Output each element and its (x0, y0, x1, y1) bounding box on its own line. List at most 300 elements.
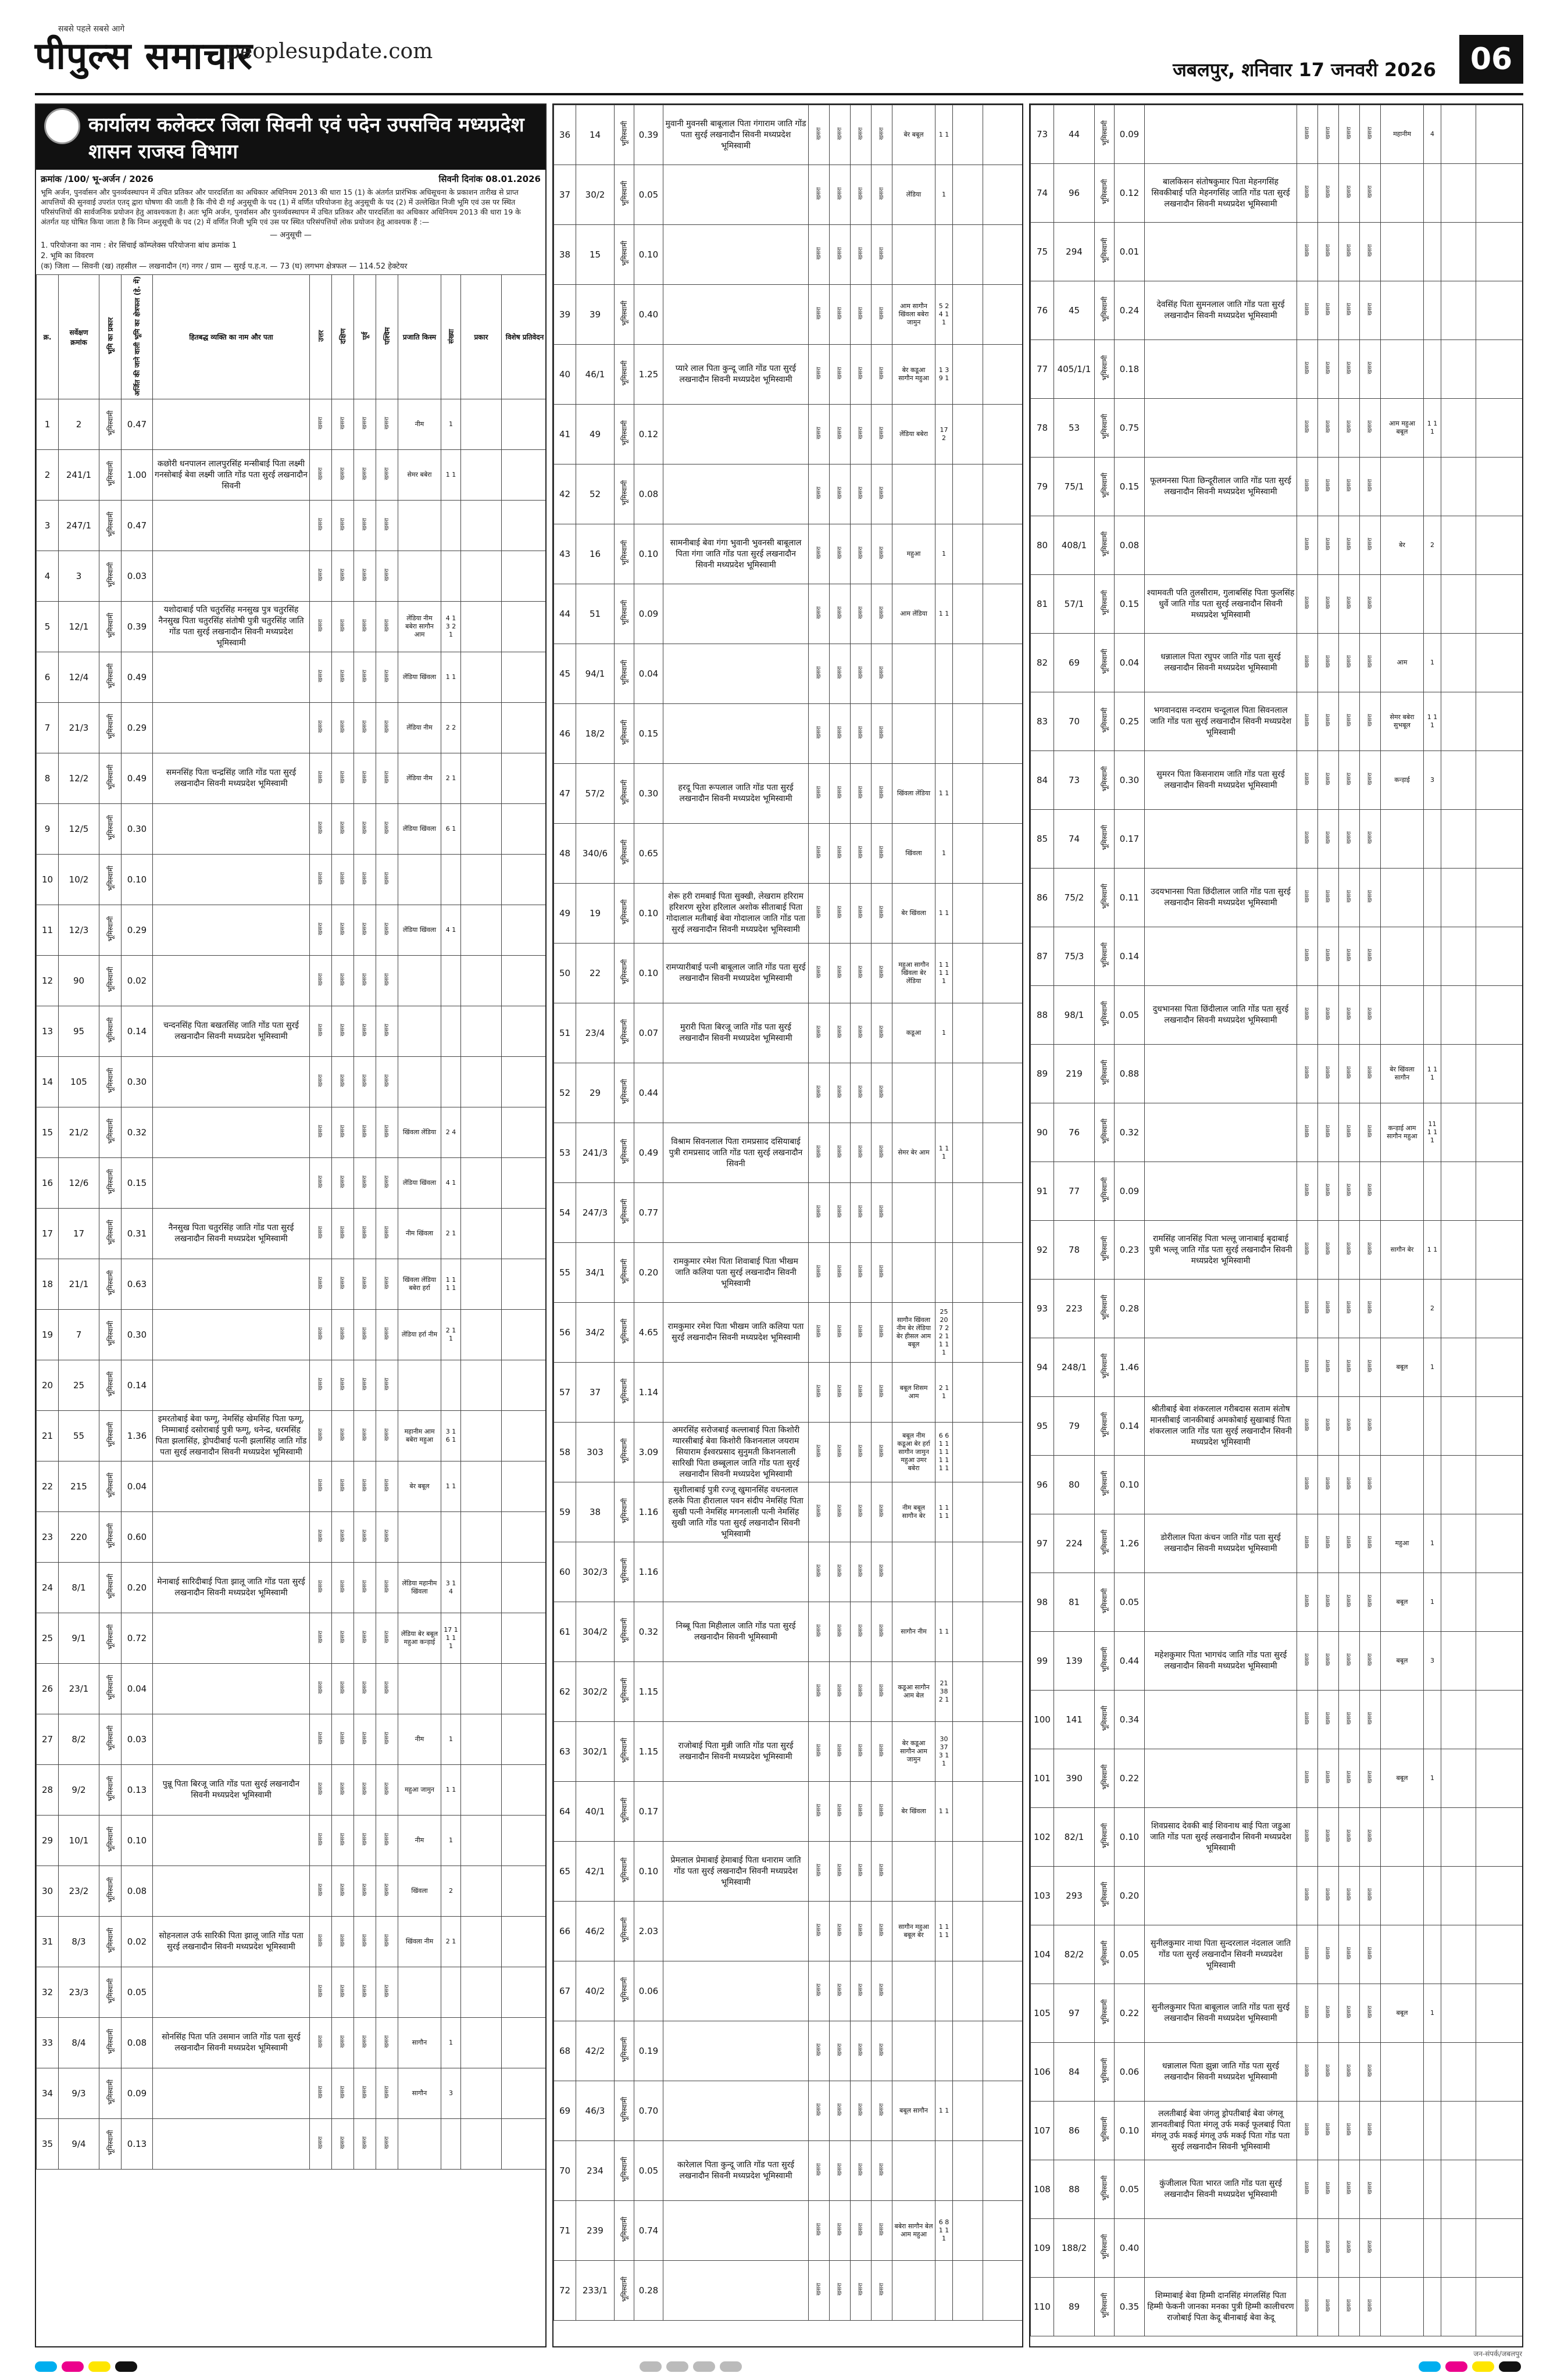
row-owner: अमरसिंह सरोजबाई कल्लाबाई पिता किशोरी ग्यारसीबाई बेवा किशोरी किशनलाल जयराम सियाराम ईश्वरप्रसाद सुनुमती किशनलाली सारिखी पिता छब्बूलाल जाति गोंड पता सुरई लखनादौन सिवनी मध्यप्रदेश भूमिस्वामी (663, 1423, 809, 1482)
row-bound-west (1360, 1397, 1381, 1456)
row-area: 0.13 (122, 2119, 153, 2170)
row-khasra: 55 (59, 1411, 99, 1461)
row-tree-type: खिंवला (398, 1866, 441, 1917)
row-tree-type: बबूल शिसम आम (892, 1363, 935, 1423)
row-owner: सोनसिंह पिता पति उसमान जाति गोंड पता सुरई लखनादौन सिवनी मध्यप्रदेश भूमिस्वामी (153, 2018, 310, 2068)
row-sno: 42 (554, 464, 576, 524)
row-bound-text: खसरा (815, 2283, 822, 2296)
row-bound-text: खसरा (317, 821, 324, 835)
row-sno: 85 (1031, 810, 1054, 869)
row-bound-north (310, 399, 332, 450)
row-sno: 30 (37, 1866, 59, 1917)
row-sno: 57 (554, 1363, 576, 1423)
row-khasra: 88 (1054, 2160, 1095, 2219)
row-tree-type (1381, 458, 1424, 516)
row-owner: मुरारी पिता बिरजू जाति गोंड पता सुरई लखनादौन सिवनी मध्यप्रदेश भूमिस्वामी (663, 1003, 809, 1063)
schedule-item-1: 1. परियोजना का नाम : शेर सिंचाई कॉम्प्लेक्स परियोजना बांध क्रमांक 1 (41, 241, 237, 250)
row-bound-east (1339, 1514, 1360, 1573)
row-bound-south (830, 1423, 851, 1482)
row-owner (1145, 1456, 1297, 1514)
row-bound-north (1297, 2278, 1318, 2336)
row-area: 0.49 (122, 753, 153, 804)
row-bound-text: खसरा (836, 1025, 843, 1038)
row-khasra: 23/3 (59, 1967, 99, 2018)
row-area: 0.10 (122, 855, 153, 905)
row-bound-text: खसरा (1366, 1888, 1373, 1901)
table-row (1031, 1749, 1523, 1808)
row-bound-east (851, 2141, 872, 2201)
row-bound-text: खसरा (383, 1631, 390, 1644)
row-bound-south (830, 2261, 851, 2321)
row-sno: 96 (1031, 1456, 1054, 1514)
row-tree-count (1424, 1456, 1441, 1514)
row-tree-count: 4 (1424, 105, 1441, 164)
row-bound-text: खसरा (339, 417, 346, 430)
row-structure-type (1441, 340, 1476, 399)
row-bound-text: खसरा (1324, 2006, 1331, 2018)
row-bound-east (851, 764, 872, 824)
row-land-type (1095, 1867, 1115, 1925)
table-row (37, 1209, 547, 1259)
row-bound-west (872, 2141, 892, 2201)
row-land-type (1095, 399, 1115, 458)
row-bound-east (354, 1816, 376, 1866)
table-row (1031, 634, 1523, 692)
row-bound-east (354, 450, 376, 501)
row-tree-type: सागौन (398, 2018, 441, 2068)
row-sno: 24 (37, 1563, 59, 1613)
row-land-type-text: भूमिस्वामी (1101, 238, 1109, 263)
row-khasra: 69 (1054, 634, 1095, 692)
row-sno: 2 (37, 450, 59, 501)
row-structure-detail (983, 644, 1024, 704)
row-owner: बालकिसन संतोषकुमार पिता मेहनगसिंह सिवकीबाई पति मेहनगसिंह जाति गोंड पता सुरई लखनादौन सिवनी मध्यप्रदेश भूमिस्वामी (1145, 164, 1297, 223)
row-bound-south (830, 644, 851, 704)
table-row (554, 1961, 1024, 2021)
row-bound-west (376, 1866, 398, 1917)
row-bound-west (1360, 692, 1381, 751)
row-bound-south (1318, 2278, 1339, 2336)
row-bound-west (872, 464, 892, 524)
row-land-type (615, 644, 634, 704)
row-sno: 26 (37, 1664, 59, 1714)
row-structure-type (1441, 223, 1476, 281)
row-bound-text: खसरा (857, 1205, 864, 1218)
row-tree-count (1424, 575, 1441, 634)
row-structure-detail (983, 1662, 1024, 1722)
row-bound-south (332, 1917, 354, 1967)
row-structure-type (1441, 399, 1476, 458)
row-sno: 8 (37, 753, 59, 804)
row-structure-type (1441, 1573, 1476, 1632)
row-owner (663, 584, 809, 644)
row-bound-west (872, 824, 892, 884)
row-bound-west (1360, 399, 1381, 458)
row-bound-north (1297, 399, 1318, 458)
row-bound-text: खसरा (383, 872, 390, 885)
row-sno: 65 (554, 1842, 576, 1902)
row-bound-text: खसरा (857, 307, 864, 320)
row-khasra: 3 (59, 551, 99, 602)
row-bound-south (830, 1123, 851, 1183)
row-bound-text: खसरा (383, 1226, 390, 1239)
row-bound-text: खसरा (1324, 1947, 1331, 1960)
row-owner (1145, 1045, 1297, 1103)
row-bound-text: खसरा (878, 846, 885, 859)
row-tree-count (1424, 986, 1441, 1045)
row-sno: 28 (37, 1765, 59, 1816)
row-bound-text: खसरा (815, 1684, 822, 1697)
row-bound-west (872, 1842, 892, 1902)
row-bound-west (1360, 1514, 1381, 1573)
row-structure-type (953, 285, 983, 345)
th-west: पश्चिम (376, 275, 398, 399)
row-tree-type: लेंडिया नीम (398, 703, 441, 753)
row-bound-text: खसरा (317, 1125, 324, 1138)
row-bound-text: खसरा (836, 1624, 843, 1637)
row-structure-detail (983, 944, 1024, 1003)
row-tree-type: कडूआ सागौन आम बेल (892, 1662, 935, 1722)
row-bound-text: खसरा (1345, 655, 1352, 668)
row-land-type (1095, 575, 1115, 634)
row-sno: 56 (554, 1303, 576, 1363)
row-tree-type (398, 501, 441, 551)
row-owner (153, 1866, 310, 1917)
row-bound-north (310, 1917, 332, 1967)
row-area: 0.18 (1115, 340, 1145, 399)
row-sno: 97 (1031, 1514, 1054, 1573)
row-bound-text: खसरा (878, 1025, 885, 1038)
row-bound-text: खसरा (878, 2043, 885, 2056)
row-tree-count (1424, 458, 1441, 516)
table-row (1031, 1691, 1523, 1749)
row-bound-east (851, 165, 872, 225)
row-tree-count (441, 551, 461, 602)
row-bound-south (332, 753, 354, 804)
row-tree-count: 2 1 (441, 753, 461, 804)
row-bound-east (1339, 1397, 1360, 1456)
row-tree-count (935, 225, 953, 285)
row-bound-text: खसरा (836, 127, 843, 140)
row-area: 0.15 (122, 1158, 153, 1209)
row-tree-count: 2 1 (441, 1209, 461, 1259)
row-structure-detail (502, 1057, 547, 1107)
row-bound-south (332, 551, 354, 602)
row-tree-type: महुआ जामुन (398, 1765, 441, 1816)
row-area: 0.35 (1115, 2278, 1145, 2336)
row-land-type-text: भूमिस्वामी (620, 1378, 628, 1404)
row-bound-south (332, 501, 354, 551)
row-bound-east (354, 1310, 376, 1360)
row-structure-detail (1476, 1162, 1523, 1221)
row-bound-text: खसरा (857, 2043, 864, 2056)
row-bound-west (872, 345, 892, 405)
gray-dot (720, 2361, 742, 2372)
row-sno: 23 (37, 1512, 59, 1563)
row-owner (153, 1613, 310, 1664)
row-bound-north (1297, 1397, 1318, 1456)
row-bound-north (809, 1961, 830, 2021)
row-structure-detail (983, 405, 1024, 464)
table-row (37, 1967, 547, 2018)
row-structure-type (461, 1765, 502, 1816)
row-bound-text: खसरा (361, 1934, 368, 1947)
row-land-type (615, 1722, 634, 1782)
row-structure-type (1441, 810, 1476, 869)
row-bound-south (332, 1714, 354, 1765)
row-bound-text: खसरा (1366, 538, 1373, 551)
th-east: पूर्व (354, 275, 376, 399)
row-bound-west (872, 225, 892, 285)
row-bound-south (332, 1158, 354, 1209)
row-structure-type (461, 1866, 502, 1917)
row-structure-type (953, 1363, 983, 1423)
row-bound-text: खसरा (383, 569, 390, 582)
row-tree-type: सागौन नीम (892, 1602, 935, 1662)
row-tree-type (892, 1961, 935, 2021)
row-bound-text: खसरा (1345, 1418, 1352, 1431)
row-bound-south (1318, 1514, 1339, 1573)
row-structure-detail (502, 1461, 547, 1512)
row-bound-east (851, 1303, 872, 1363)
row-bound-text: खसरा (339, 1934, 346, 1947)
row-bound-west (1360, 2160, 1381, 2219)
row-tree-count: 17 1 1 1 1 (441, 1613, 461, 1664)
row-bound-south (332, 1411, 354, 1461)
row-bound-text: खसरा (1324, 1595, 1331, 1607)
row-bound-text: खसरा (361, 1226, 368, 1239)
row-sno: 108 (1031, 2160, 1054, 2219)
masthead-rule (35, 93, 1523, 95)
row-structure-type (1441, 1925, 1476, 1984)
row-sno: 4 (37, 551, 59, 602)
row-khasra: 303 (576, 1423, 615, 1482)
table-row (37, 855, 547, 905)
row-bound-west (872, 1722, 892, 1782)
row-land-type (1095, 1691, 1115, 1749)
row-bound-south (332, 956, 354, 1006)
row-land-type-text: भूमिस्वामी (106, 967, 115, 992)
row-structure-detail (1476, 105, 1523, 164)
row-owner: शिम्माबाई बेवा हिम्मी दानसिंह मंगलसिंह पिता हिम्मी फेकनी जानका मनका पुत्री हिम्मी कालीचरण राजोबाई पिता केदू बीनाबाई बेवा केदू (1145, 2278, 1297, 2336)
row-sno: 101 (1031, 1749, 1054, 1808)
row-tree-count: 1 1 (441, 1765, 461, 1816)
table-row (37, 1107, 547, 1158)
row-area: 0.14 (122, 1360, 153, 1411)
row-bound-text: खसरा (1304, 1947, 1310, 1960)
row-area: 0.40 (1115, 2219, 1145, 2278)
row-bound-east (851, 524, 872, 584)
website-link[interactable]: peoplesupdate.com (227, 40, 433, 63)
row-structure-detail (1476, 1573, 1523, 1632)
row-area: 0.29 (122, 905, 153, 956)
table-row (554, 824, 1024, 884)
row-bound-east (354, 855, 376, 905)
row-bound-east (1339, 810, 1360, 869)
row-structure-type (953, 225, 983, 285)
row-owner (153, 399, 310, 450)
row-bound-text: खसरा (1345, 2299, 1352, 2312)
row-tree-type: बेर कडूआ सागौन आम जामुन (892, 1722, 935, 1782)
table-row (37, 2068, 547, 2119)
row-structure-detail (983, 1842, 1024, 1902)
row-tree-count: 1 (441, 1714, 461, 1765)
row-bound-east (354, 1714, 376, 1765)
table-row (1031, 1925, 1523, 1984)
row-khasra: 75/1 (1054, 458, 1095, 516)
table-row (37, 652, 547, 703)
row-bound-text: खसरा (1324, 1418, 1331, 1431)
table-row (1031, 2219, 1523, 2278)
row-structure-detail (1476, 575, 1523, 634)
row-area: 1.15 (634, 1662, 663, 1722)
table-row (554, 464, 1024, 524)
row-bound-text: खसरा (383, 1934, 390, 1947)
row-land-type (615, 1662, 634, 1722)
row-bound-south (1318, 164, 1339, 223)
row-area: 1.36 (122, 1411, 153, 1461)
row-area: 0.20 (122, 1563, 153, 1613)
row-sno: 1 (37, 399, 59, 450)
row-bound-west (376, 2068, 398, 2119)
notice-title: कार्यालय कलेक्टर जिला सिवनी एवं पदेन उपसचिव मध्यप्रदेश शासन राजस्व विभाग (88, 113, 524, 163)
row-tree-type (398, 2119, 441, 2170)
row-bound-south (332, 2068, 354, 2119)
row-structure-detail (1476, 1808, 1523, 1867)
row-bound-east (354, 956, 376, 1006)
row-structure-detail (502, 1765, 547, 1816)
row-bound-text: खसरा (361, 973, 368, 987)
row-area: 1.16 (634, 1482, 663, 1542)
row-area: 0.32 (634, 1602, 663, 1662)
row-bound-west (872, 1482, 892, 1542)
row-bound-text: खसरा (1304, 655, 1310, 668)
row-tree-type (892, 464, 935, 524)
row-land-type (615, 345, 634, 405)
row-bound-text: खसरा (1345, 185, 1352, 198)
row-sno: 98 (1031, 1573, 1054, 1632)
row-bound-text: खसरा (317, 670, 324, 683)
row-bound-text: खसरा (361, 2136, 368, 2150)
row-bound-west (872, 2021, 892, 2081)
row-sno: 82 (1031, 634, 1054, 692)
row-owner: हरदू पिता रूपलाल जाति गोंड पता सुरई लखनादौन सिवनी मध्यप्रदेश भूमिस्वामी (663, 764, 809, 824)
row-khasra: 19 (576, 884, 615, 944)
row-tree-count: 1 1 1 1 (935, 1482, 953, 1542)
row-bound-text: खसरा (339, 1530, 346, 1543)
row-sno: 92 (1031, 1221, 1054, 1280)
row-bound-text: खसरा (857, 1984, 864, 1996)
row-structure-type (953, 464, 983, 524)
row-bound-text: खसरा (857, 487, 864, 499)
row-structure-type (1441, 2160, 1476, 2219)
row-bound-north (809, 285, 830, 345)
row-bound-south (1318, 1808, 1339, 1867)
table-row (554, 764, 1024, 824)
row-bound-text: खसरा (878, 666, 885, 679)
row-land-type (615, 584, 634, 644)
row-structure-type (953, 1423, 983, 1482)
row-bound-east (1339, 1867, 1360, 1925)
row-bound-west (376, 1158, 398, 1209)
row-khasra: 42/2 (576, 2021, 615, 2081)
row-sno: 3 (37, 501, 59, 551)
row-land-type (99, 855, 122, 905)
row-area: 0.08 (122, 1866, 153, 1917)
row-sno: 106 (1031, 2043, 1054, 2102)
row-tree-count: 1 1 (935, 105, 953, 165)
row-bound-text: खसरा (815, 726, 822, 739)
row-bound-east (1339, 2219, 1360, 2278)
row-tree-count: 6 6 1 1 1 1 1 1 1 1 (935, 1423, 953, 1482)
row-bound-text: खसरा (857, 127, 864, 140)
table-row (37, 1714, 547, 1765)
row-khasra: 248/1 (1054, 1338, 1095, 1397)
row-khasra: 39 (576, 285, 615, 345)
row-land-type (1095, 340, 1115, 399)
table-row (554, 2141, 1024, 2201)
row-bound-south (332, 1461, 354, 1512)
row-bound-text: खसरा (878, 1205, 885, 1218)
row-sno: 39 (554, 285, 576, 345)
row-land-type-text: भूमिस्वामी (1101, 2234, 1109, 2260)
row-area: 0.74 (634, 2201, 663, 2261)
row-tree-type: बबूल (1381, 1749, 1424, 1808)
row-structure-type (953, 764, 983, 824)
row-owner (663, 2021, 809, 2081)
row-land-type (99, 2068, 122, 2119)
row-structure-type (1441, 2278, 1476, 2336)
row-bound-text: खसरा (1345, 714, 1352, 727)
row-land-type (1095, 1749, 1115, 1808)
row-structure-detail (983, 2021, 1024, 2081)
row-bound-text: खसरा (317, 1175, 324, 1189)
row-bound-text: खसरा (317, 1884, 324, 1897)
row-land-type-text: भूमिस्वामी (620, 959, 628, 985)
magenta-dot (1445, 2361, 1467, 2372)
row-land-type (615, 1423, 634, 1482)
row-bound-text: खसरा (339, 821, 346, 835)
row-owner (663, 1902, 809, 1961)
table-row (554, 1243, 1024, 1303)
row-owner: उदयभानसा पिता छिंदीलाल जाति गोंड पता सुरई लखनादौन सिवनी मध्यप्रदेश भूमिस्वामी (1145, 869, 1297, 927)
row-bound-text: खसरा (1366, 1066, 1373, 1079)
row-bound-text: खसरा (383, 771, 390, 784)
row-bound-south (332, 1259, 354, 1310)
row-area: 0.70 (634, 2081, 663, 2141)
row-area: 0.05 (1115, 2160, 1145, 2219)
row-bound-text: खसरा (1304, 1125, 1310, 1138)
row-bound-south (1318, 1691, 1339, 1749)
row-tree-type: लेंडिया महानीम खिंवला (398, 1563, 441, 1613)
row-structure-detail (1476, 1338, 1523, 1397)
row-structure-type (461, 1664, 502, 1714)
row-land-type (615, 464, 634, 524)
row-tree-type: खिंवला लेंडिया (398, 1107, 441, 1158)
row-tree-count (1424, 2043, 1441, 2102)
row-structure-type (461, 703, 502, 753)
table-row (554, 2261, 1024, 2321)
row-tree-count: 3 (1424, 751, 1441, 810)
row-bound-south (1318, 810, 1339, 869)
row-bound-south (830, 584, 851, 644)
row-structure-type (461, 1461, 502, 1512)
row-bound-text: खसरा (878, 487, 885, 499)
row-bound-south (1318, 223, 1339, 281)
row-owner: दुधभानसा पिता छिंदीलाल जाति गोंड पता सुरई लखनादौन सिवनी मध्यप्रदेश भूमिस्वामी (1145, 986, 1297, 1045)
row-bound-text: खसरा (815, 966, 822, 978)
table-row (1031, 340, 1523, 399)
